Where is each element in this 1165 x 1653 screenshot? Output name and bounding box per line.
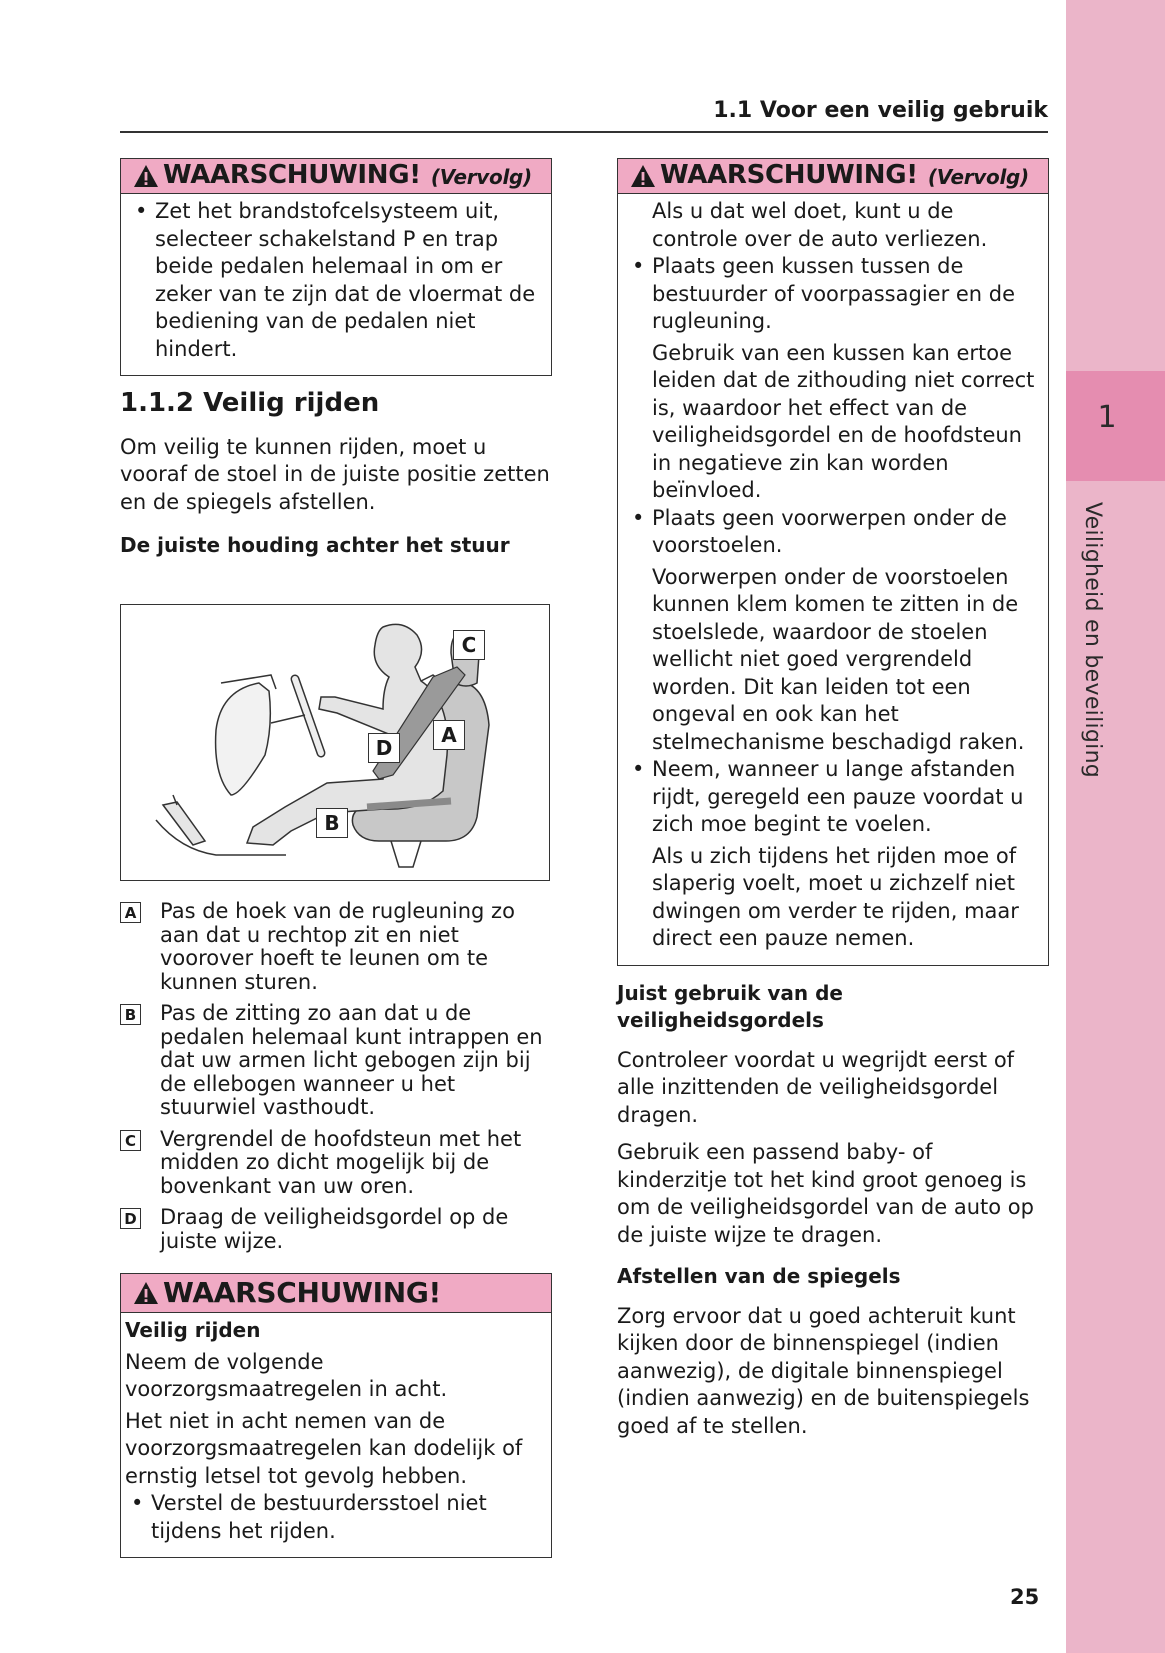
driving-posture-figure — [120, 604, 550, 881]
warning-subtitle: Veilig rijden — [125, 1318, 261, 1342]
adjustment-item-b — [120, 1002, 552, 1120]
adjustment-item-d — [120, 1206, 552, 1253]
warning-header — [121, 159, 551, 194]
warning-header — [618, 159, 1048, 194]
figure-callout-d: D — [368, 733, 400, 763]
safe-driving-warning-wrap — [120, 1273, 552, 1558]
warning-header — [121, 1274, 551, 1313]
warning-box-safe-driving — [120, 1273, 552, 1558]
adjustment-text: Draag de veiligheidsgordel op de juiste wijze. — [160, 1205, 509, 1253]
label-box: B — [120, 1004, 141, 1025]
warning-title: WAARSCHUWING! — [163, 160, 421, 191]
mirrors-heading: Afstellen van de spiegels — [617, 1264, 901, 1288]
warning-paragraph: Voorwerpen onder de voorstoelen kunnen klem komen te zitten in de stoelslede, waardoor de stoelen wellicht niet goed vergrendeld worden. Dit kan leiden tot een ongeval en ook kan het stelmechanisme beschadigd raken. — [652, 564, 1025, 754]
seatbelt-paragraph: Controleer voordat u wegrijdt eerst of alle inzittenden de veiligheidsgordel dragen. — [617, 1047, 1015, 1127]
figure-callout-b: B — [316, 808, 348, 838]
warning-triangle-icon — [133, 1281, 159, 1305]
figure-callout-c: C — [453, 630, 485, 660]
warning-box-continued — [120, 158, 552, 376]
warning-bullet: • Plaats geen kussen tussen de bestuurder of voorpassagier en de rugleuning. — [626, 253, 1038, 336]
section-heading: 1.1.2 Veilig rijden — [120, 388, 380, 418]
seatbelt-paragraph: Gebruik een passend baby- of kinderzitje tot het kind groot genoeg is om de veiligheidsgordel van de auto op de juiste wijze te dragen. — [617, 1140, 1034, 1247]
warning-continued: (Vervolg) — [927, 165, 1029, 190]
seatbelt-heading: Juist gebruik van de veiligheidsgordels — [617, 980, 843, 1032]
warning-body — [121, 194, 551, 375]
chapter-number: 1 — [1097, 400, 1117, 435]
warning-triangle-icon — [630, 164, 656, 188]
adjustment-text: Pas de hoek van de rugleuning zo aan dat u rechtop zit en niet voorover hoeft te leunen om te kunnen sturen. — [160, 899, 515, 994]
warning-bullet: • Plaats geen voorwerpen onder de voorstoelen. — [626, 505, 1038, 560]
header-rule — [120, 131, 1048, 133]
warning-body — [121, 1313, 551, 1557]
warning-title: WAARSCHUWING! — [660, 160, 918, 191]
adjustment-item-c — [120, 1128, 552, 1199]
label-box: C — [120, 1130, 141, 1151]
warning-body — [618, 194, 1048, 965]
warning-box-continued-right — [617, 158, 1049, 966]
warning-continued: (Vervolg) — [430, 165, 532, 190]
chapter-title: Veiligheid en beveiliging — [1080, 502, 1105, 779]
left-column — [120, 158, 552, 560]
intro-paragraph: Om veilig te kunnen rijden, moet u vooraf de stoel in de juiste positie zetten en de spiegels afstellen. — [120, 434, 550, 514]
warning-bullet: • Verstel de bestuurdersstoel niet tijdens het rijden. — [125, 1490, 541, 1545]
warning-bullet: • Zet het brandstofcelsysteem uit, selecteer schakelstand P en trap beide pedalen helemaal in om er zeker van te zijn dat de vloermat de bediening van de pedalen niet hindert. — [129, 198, 541, 363]
chapter-sidebar — [1066, 0, 1165, 1653]
posture-subheading: De juiste houding achter het stuur — [120, 533, 510, 557]
warning-paragraph: Gebruik van een kussen kan ertoe leiden dat de zithouding niet correct is, waardoor het effect van de veiligheidsgordel en de hoofdsteun in negatieve zin kan worden beïnvloed. — [652, 340, 1035, 502]
label-box: D — [120, 1208, 141, 1229]
adjustment-item-a — [120, 900, 552, 994]
page-number: 25 — [1010, 1585, 1040, 1609]
right-column — [617, 158, 1049, 1440]
adjustment-text: Vergrendel de hoofdsteun met het midden zo dicht mogelijk bij de bovenkant van uw oren. — [160, 1126, 522, 1198]
warning-bullet: • Neem, wanneer u lange afstanden rijdt, geregeld een pauze voordat u zich moe begint te voelen. — [626, 756, 1038, 839]
warning-title: WAARSCHUWING! — [163, 1276, 442, 1310]
warning-paragraph: Als u dat wel doet, kunt u de controle over de auto verliezen. — [652, 199, 988, 251]
mirrors-paragraph: Zorg ervoor dat u goed achteruit kunt kijken door de binnenspiegel (indien aanwezig), de digitale binnenspiegel (indien aanwezig) en de buitenspiegels goed af te stellen. — [617, 1303, 1030, 1438]
warning-paragraph: Het niet in acht nemen van de voorzorgsmaatregelen kan dodelijk of ernstig letsel tot gevolg hebben. — [125, 1408, 523, 1488]
warning-paragraph: Neem de volgende voorzorgsmaatregelen in acht. — [125, 1349, 448, 1401]
figure-callout-a: A — [433, 720, 465, 750]
adjustment-list — [120, 900, 552, 1261]
warning-paragraph: Als u zich tijdens het rijden moe of slaperig voelt, moet u zichzelf niet dwingen om verder te rijden, maar direct een pauze nemen. — [652, 843, 1019, 950]
adjustment-text: Pas de zitting zo aan dat u de pedalen helemaal kunt intrappen en dat uw armen licht gebogen zijn bij de ellebogen wanneer u het stuurwiel vasthoudt. — [160, 1001, 543, 1119]
section-running-head: 1.1 Voor een veilig gebruik — [713, 98, 1048, 123]
label-box: A — [120, 902, 141, 923]
warning-triangle-icon — [133, 164, 159, 188]
